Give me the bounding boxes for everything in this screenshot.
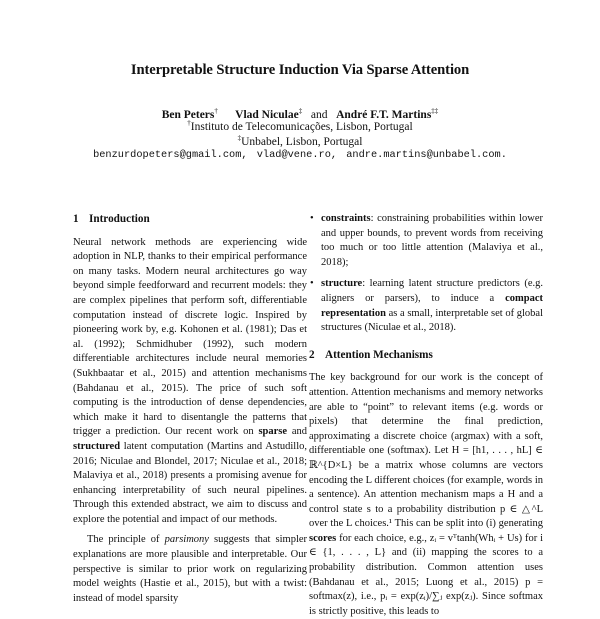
section-number: 2 <box>309 348 315 361</box>
bullet-text: as a small, interpretable set of global structures (Niculae et al., 2018). <box>321 307 543 334</box>
affiliation-mark: ‡ <box>237 134 242 142</box>
paragraph-text: The key background for our work is the concept of attention. Attention mechanisms and memory networks are able to “point” to relevant items (e.g. words or pixels) that determine the final prediction, approximating a discrete choice (argmax) with a soft, differentiable one (softmax). Let H = [h1, . . . , hL] ∈ ℝ^{D×L} be a matrix whose columns are vectors encoding the L different choices (for example, words in a sentence). An attention mechanism maps a H and a control state s to a probability distribution p ∈ △^L over the L choices.¹ This can be split into (i) generating <box>309 372 543 530</box>
paragraph-text: suggests that simpler explanations are more plausible and interpretable. Our perspective is similar to prior work on regularizing model weights (Hastie et al., 2015), but with a twist: instead of model sparsity <box>73 534 308 604</box>
paragraph-text: latent computation (Martins and Astudillo, 2016; Niculae and Blondel, 2017; Niculae et al., 2018; Malaviya et al., 2018) presents a promising avenue for enhancing interpretability of such neural pipelines. Through this extended abstract, we aim to discuss and explore the potential and impact of our methods. <box>73 440 307 525</box>
bullet-text: : constraining probabilities within lower and upper bounds, to prevent words from receiving too much or too little attention (Malaviya et al., 2018); <box>321 213 543 268</box>
author-emails: benzurdopeters@gmail.com, vlad@vene.ro, andre.martins@unbabel.com. <box>93 149 507 161</box>
bullet-term: constraints <box>321 213 371 224</box>
emphasis-term: parsimony <box>164 534 209 546</box>
paper-title: Interpretable Structure Induction Via Sparse Attention <box>130 62 470 78</box>
bullet-icon: • <box>310 213 314 224</box>
affiliation-text: Instituto de Telecomunicações, Lisbon, Portugal <box>190 121 413 133</box>
right-column <box>309 212 543 619</box>
bullet-icon: • <box>310 278 314 290</box>
bullet-term: structure <box>321 278 363 290</box>
paragraph-text: and <box>291 426 308 438</box>
emphasis-term: sparse <box>258 426 288 438</box>
list-item <box>309 277 543 335</box>
author-mark: ‡ <box>298 107 303 115</box>
author-mark: ‡‡ <box>431 107 439 115</box>
paragraph <box>73 236 307 528</box>
affiliation-mark: † <box>187 119 191 127</box>
section-number: 1 <box>73 213 79 225</box>
section-heading <box>309 348 543 363</box>
paragraph-text: Neural network methods are experiencing wide adoption in NLP, thanks to their empirical performance on many tasks. Modern neural architectures go way beyond simple feedforward and recurrent models: they are complex pipelines that perform soft, differentiable computation instead of discrete logic. Inspired by pioneering work by, e.g. Kohonen et al. (1981); Das et al. (1992); Schmidhuber (1992), such modern differentiable architectures include neural memories (Sukhbaatar et al., 2015) and attention mechanisms (Bahdanau et al., 2015). The price of such soft computing is the introduction of dense dependencies, which make it hard to disentangle the patterns that trigger a prediction. Our recent work on <box>73 236 307 438</box>
author-name: Ben Peters <box>161 109 215 121</box>
paragraph-text: for each choice, e.g., zᵢ = vᵀtanh(Whᵢ + Us) for i ∈ {1, . . . , L} and (ii) mapping the scores to a probability distribution. Common attention uses (Bahdanau et al., 2015; Luong et al., 2015) p = softmax(z), i.e., pᵢ = exp(zᵢ)/∑ⱼ exp(zⱼ). Since softmax is strictly positive, this leads to <box>309 532 543 617</box>
list-item <box>309 212 543 270</box>
bullet-term: compact representation <box>321 292 543 319</box>
author-name: Vlad Niculae <box>235 109 299 121</box>
section-title: Attention Mechanisms <box>325 348 433 361</box>
paragraph <box>73 533 307 606</box>
bullet-text: : learning latent structure predictors (e.g. aligners or parsers), to induce a <box>321 278 543 304</box>
paragraph-text: The principle of <box>87 534 160 546</box>
section-heading <box>73 212 307 227</box>
affiliation <box>0 119 600 133</box>
affiliation <box>0 134 600 148</box>
paragraph <box>309 371 543 619</box>
affiliation-text: Unbabel, Lisbon, Portugal <box>241 136 363 148</box>
author-join: and <box>310 109 328 121</box>
emphasis-term: structured <box>73 440 121 452</box>
author-mark: † <box>214 107 218 115</box>
section-title: Introduction <box>89 213 150 225</box>
author-name: André F.T. Martins <box>336 109 432 121</box>
emphasis-term: scores <box>309 532 337 544</box>
left-column <box>73 212 307 606</box>
